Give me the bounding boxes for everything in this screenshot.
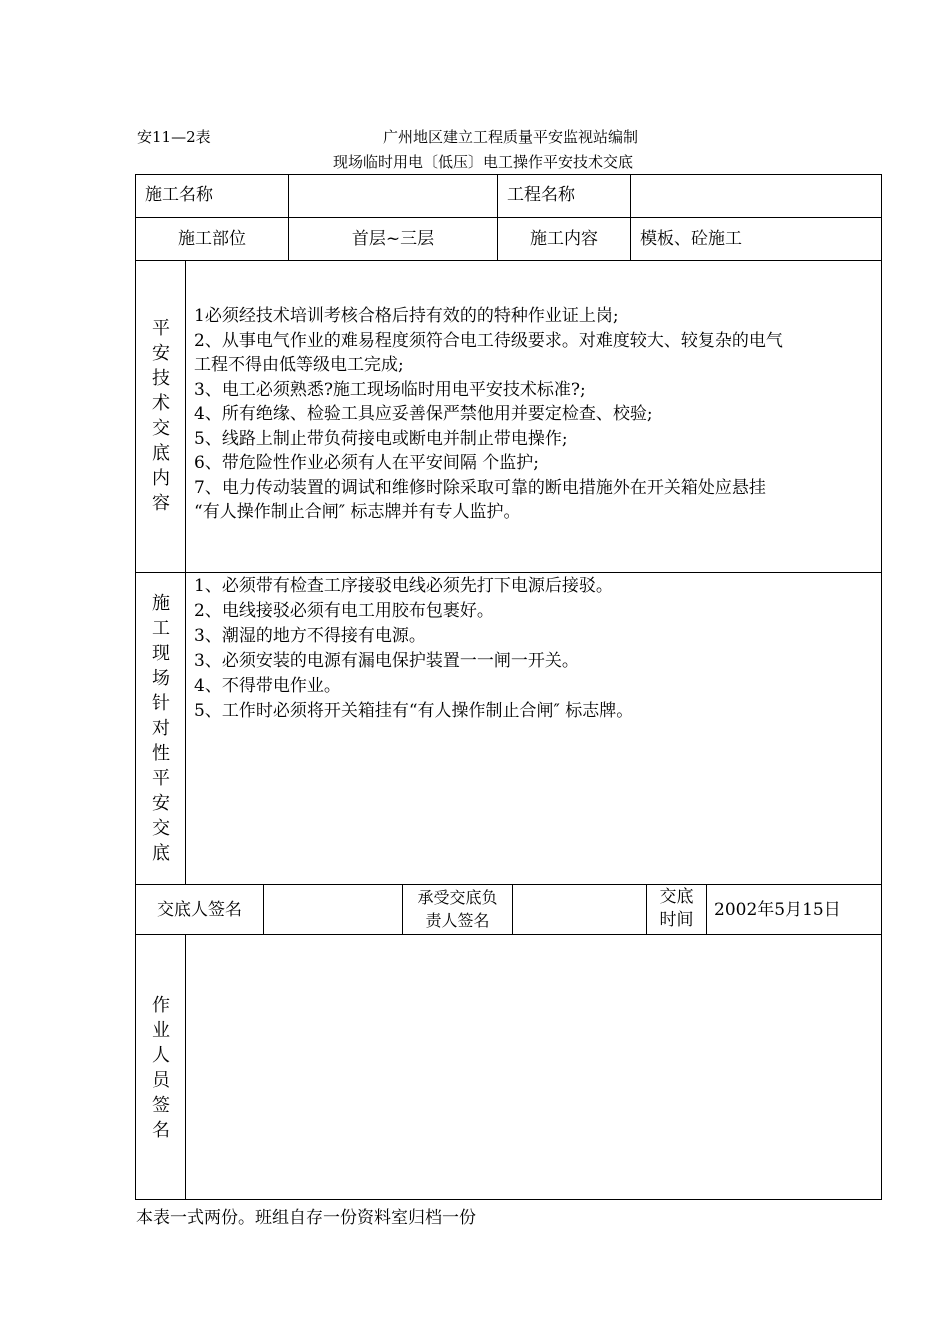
briefer-signature-label: 交底人签名 <box>157 900 242 920</box>
issuing-organization: 广州地区建立工程质量平安监视站编制 <box>383 128 639 146</box>
site-briefing-label: 施 工 现 场 针 对 性 平 安 交 底 <box>152 593 170 864</box>
footer-note: 本表一式两份。班组自存一份资料室归档一份 <box>136 1208 476 1228</box>
site-item: 4、不得带电作业。 <box>194 676 341 696</box>
construction-content-label: 施工内容 <box>530 229 598 249</box>
workers-signature-label: 作 业 人 员 签 名 <box>152 995 170 1141</box>
construction-content-value: 模板、砼施工 <box>640 229 742 249</box>
safety-item: 5、线路上制止带负荷接电或断电并制止带电操作; <box>194 428 568 449</box>
site-item: 1、必须带有检查工序接驳电线必须先打下电源后接驳。 <box>194 576 613 596</box>
safety-item: 7、电力传动装置的调试和维修时除采取可靠的断电措施外在开关箱处应悬挂 <box>194 477 766 498</box>
site-item: 2、电线接驳必须有电工用胶布包裹好。 <box>194 601 494 621</box>
briefing-date: 2002年5月15日 <box>714 900 841 920</box>
construction-part-value: 首层~三层 <box>351 229 435 249</box>
document-title: 现场临时用电〔低压〕电工操作平安技术交底 <box>333 153 634 171</box>
site-briefing-content <box>194 574 633 724</box>
safety-item: 2、从事电气作业的难易程度须符合电工待级要求。对难度较大、较复杂的电气 <box>194 330 783 351</box>
construction-part-label: 施工部位 <box>178 229 246 249</box>
receiver-signature-label: 承受交底负 责人签名 <box>417 888 498 930</box>
site-item: 3、潮湿的地方不得接有电源。 <box>194 626 426 646</box>
safety-item: 6、带危险性作业必须有人在平安间隔 个监护; <box>194 453 539 473</box>
briefing-time-label: 交底 时间 <box>659 887 694 930</box>
safety-item: “有人操作制止合闸″ 标志牌并有专人监护。 <box>194 502 521 522</box>
form-code: 安11—2表 <box>137 128 211 146</box>
safety-briefing-label: 平 安 技 术 交 底 内 容 <box>152 318 170 514</box>
construction-name-label: 施工名称 <box>145 185 213 205</box>
safety-item: 4、所有绝缘、检验工具应妥善保严禁他用并要定检查、校验; <box>194 404 653 424</box>
safety-item: 工程不得由低等级电工完成; <box>194 355 404 375</box>
site-item: 5、工作时必须将开关箱挂有“有人操作制止合闸″ 标志牌。 <box>194 701 634 721</box>
safety-briefing-content <box>194 304 783 525</box>
safety-item: 3、电工必须熟悉?施工现场临时用电平安技术标准?; <box>194 379 586 400</box>
project-name-label: 工程名称 <box>507 185 575 205</box>
safety-item: 1必须经技术培训考核合格后持有效的的特种作业证上岗; <box>194 306 619 326</box>
site-item: 3、必须安装的电源有漏电保护装置一一闸一开关。 <box>194 651 579 671</box>
workers-signature-field[interactable] <box>192 945 872 1190</box>
